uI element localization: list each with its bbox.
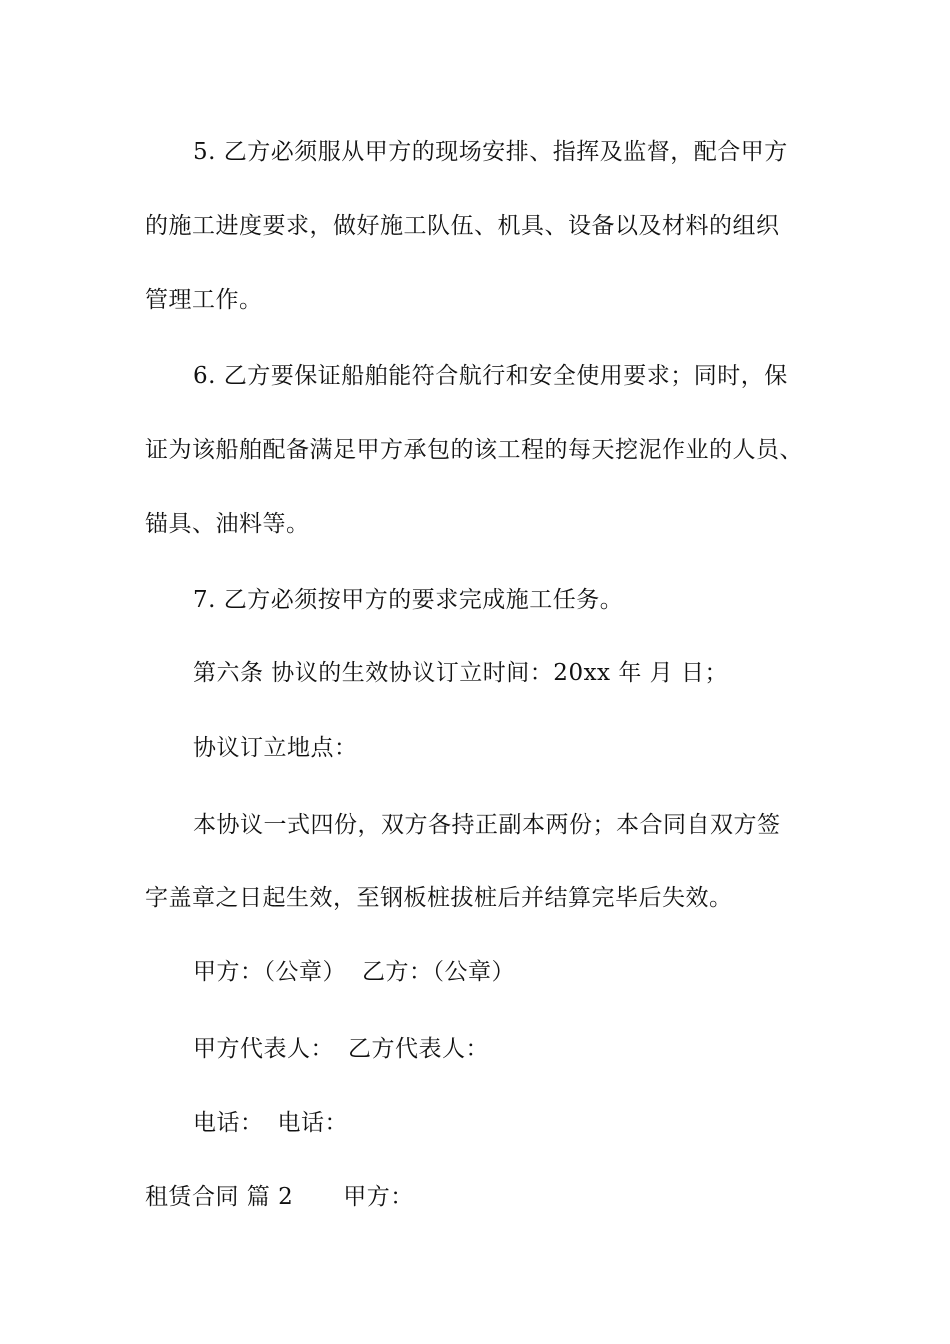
copies-line-2: 字盖章之日起生效，至钢板桩拔桩后并结算完毕后失效。 xyxy=(145,885,733,911)
next-section-title: 租赁合同 篇 2 xyxy=(145,1184,294,1210)
clause-7-line: 7. 乙方必须按甲方的要求完成施工任务。 xyxy=(193,587,624,613)
clause-6-line-1: 6. 乙方要保证船舶能符合航行和安全使用要求；同时，保 xyxy=(193,363,788,389)
article-6-line: 第六条 协议的生效协议订立时间：20xx 年 月 日； xyxy=(193,660,728,686)
clause-6-line-2: 证为该船舶配备满足甲方承包的该工程的每天挖泥作业的人员、 xyxy=(145,437,803,463)
clause-6-line-3: 锚具、油料等。 xyxy=(145,511,310,537)
seal-line xyxy=(193,957,873,987)
party-a-seal: 甲方：（公章） xyxy=(193,959,346,985)
next-section-party-a: 甲方： xyxy=(343,1184,414,1210)
next-section-line xyxy=(145,1182,825,1212)
party-a-representative: 甲方代表人： xyxy=(193,1036,334,1062)
representative-line xyxy=(193,1034,873,1064)
clause-5-line-1: 5. 乙方必须服从甲方的现场安排、指挥及监督，配合甲方 xyxy=(193,139,788,165)
clause-5-line-3: 管理工作。 xyxy=(145,287,263,313)
party-b-seal: 乙方：（公章） xyxy=(362,959,515,985)
copies-line-1: 本协议一式四份，双方各持正副本两份；本合同自双方签 xyxy=(193,812,781,838)
signing-location-line: 协议订立地点： xyxy=(193,735,358,761)
phone-line xyxy=(193,1108,873,1138)
clause-5-line-2: 的施工进度要求，做好施工队伍、机具、设备以及材料的组织 xyxy=(145,213,780,239)
party-a-phone: 电话： xyxy=(193,1110,264,1136)
party-b-representative: 乙方代表人： xyxy=(348,1036,489,1062)
party-b-phone: 电话： xyxy=(277,1110,348,1136)
